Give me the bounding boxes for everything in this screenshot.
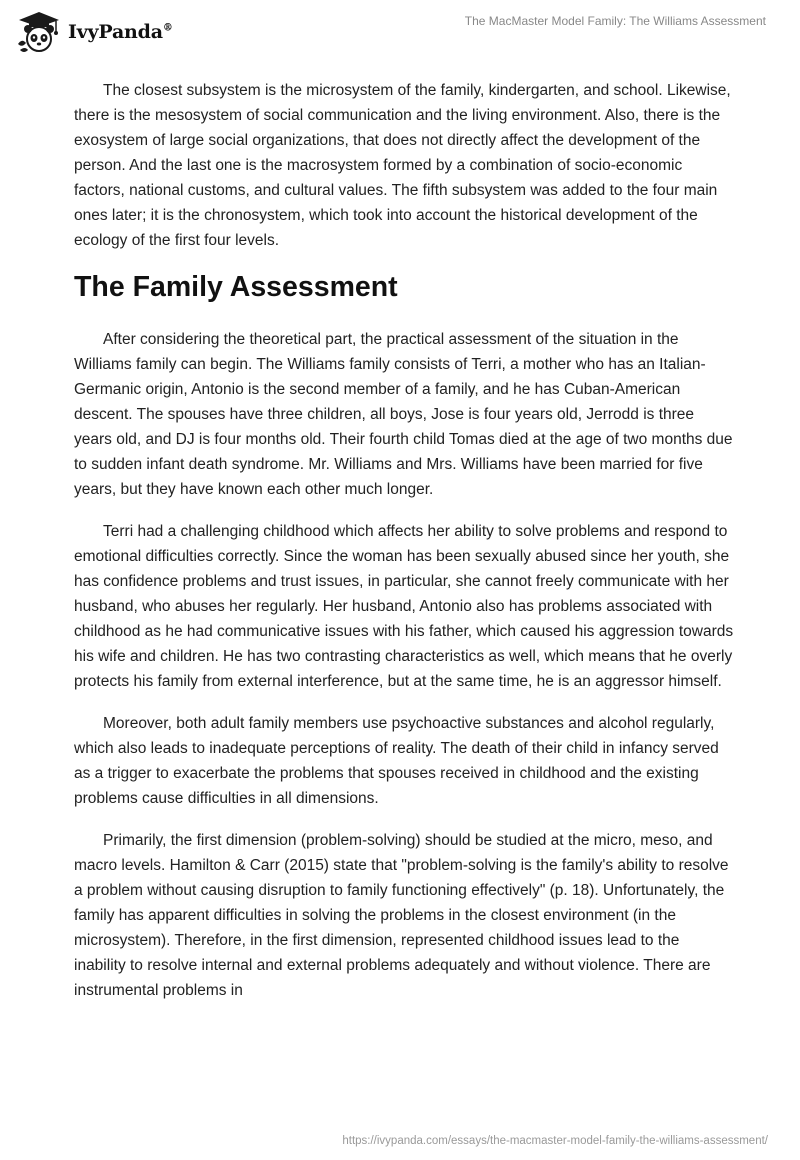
- body-paragraph: Moreover, both adult family members use psychoactive substances and alcohol regularly, which also leads to inadequate perceptions of reality. The death of their child in infancy served as a trigger to exacerbate the problems that spouses received in childhood and the existing problems cause difficulties in all dimensions.: [74, 715, 719, 807]
- intro-paragraph: The closest subsystem is the microsystem of the family, kindergarten, and school. Likewise, there is the mesosystem of social communication and the living environment. Also, there is the exosystem of large social organizations, that does not directly affect the development of the person. And the last one is the macrosystem formed by a combination of socio-economic factors, national customs, and cultural values. The fifth subsystem was added to the four main ones later; it is the chronosystem, which took into account the historical development of the ecology of the first four levels.: [74, 82, 731, 249]
- brand-name: IvyPanda®: [68, 21, 173, 43]
- source-url[interactable]: https://ivypanda.com/essays/the-macmaster-model-family-the-williams-assessment/: [342, 1135, 768, 1147]
- body-paragraph: Terri had a challenging childhood which affects her ability to solve problems and respond to emotional difficulties correctly. Since the woman has been sexually abused since her youth, she has confidence problems and trust issues, in particular, she cannot freely communicate with her husband, who abuses her regularly. Her husband, Antonio also has problems associated with childhood as he had communicative issues with his father, which caused his aggression towards his wife and children. He has two contrasting characteristics as well, which means that he overly protects his family from external interference, but at the same time, he is an aggressor himself.: [74, 523, 734, 690]
- body-paragraph: After considering the theoretical part, the practical assessment of the situation in the Williams family can begin. The Williams family consists of Terri, a mother who has an Italian-Germanic origin, Antonio is the second member of a family, and he has Cuban-American descent. The spouses have three children, all boys, Jose is four years old, Jerrodd is three years old, and DJ is four months old. Their fourth child Tomas died at the age of two months due to sudden infant death syndrome. Mr. Williams and Mrs. Williams have been married for five years, but they have known each other much longer.: [74, 331, 733, 498]
- document-title: The MacMaster Model Family: The Williams Assessment: [464, 14, 766, 28]
- page-header: [0, 0, 800, 62]
- essay-body: [74, 78, 734, 1020]
- ivypanda-logo[interactable]: [14, 10, 173, 54]
- body-paragraph: Primarily, the first dimension (problem-solving) should be studied at the micro, meso, and macro levels. Hamilton & Carr (2015) state that "problem-solving is the family's ability to resolve a problem without causing disruption to family functioning effectively" (p. 18). Unfortunately, the family has apparent difficulties in solving the problems in the closest environment (in the microsystem). Therefore, in the first dimension, represented childhood issues lead to the inability to resolve internal and external problems adequately and without violence. There are instrumental problems in: [74, 832, 729, 999]
- panda-graduate-icon: [14, 10, 64, 54]
- section-heading: The Family Assessment: [74, 271, 398, 303]
